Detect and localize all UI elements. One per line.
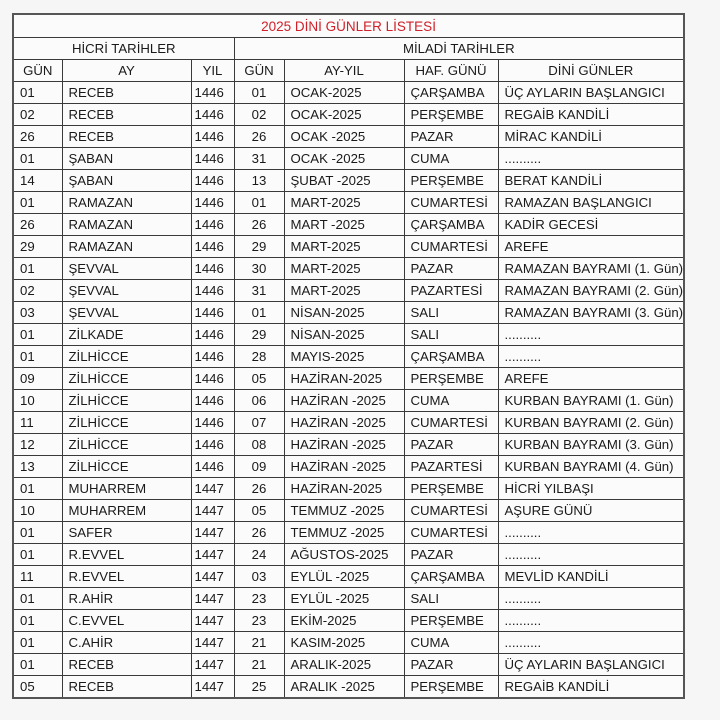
gregorian-day-cell: 05 xyxy=(234,500,284,522)
month-year-cell: EKİM-2025 xyxy=(284,610,404,632)
table-row xyxy=(13,302,684,324)
gregorian-day-cell: 29 xyxy=(234,324,284,346)
weekday-cell: ÇARŞAMBA xyxy=(404,566,498,588)
col-religious-day: DİNİ GÜNLER xyxy=(498,60,684,82)
table-row xyxy=(13,258,684,280)
hijri-year-cell: 1446 xyxy=(191,148,234,170)
hijri-month-cell: C.AHİR xyxy=(62,632,191,654)
religious-day-cell: ÜÇ AYLARIN BAŞLANGICI xyxy=(498,654,684,676)
column-header-row xyxy=(13,60,684,82)
weekday-cell: CUMARTESİ xyxy=(404,522,498,544)
religious-day-cell: RAMAZAN BAYRAMI (1. Gün) xyxy=(498,258,684,280)
month-year-cell: MART-2025 xyxy=(284,258,404,280)
hijri-year-cell: 1446 xyxy=(191,214,234,236)
table-row xyxy=(13,324,684,346)
gregorian-day-cell: 23 xyxy=(234,610,284,632)
month-year-cell: MART-2025 xyxy=(284,192,404,214)
hijri-day-cell: 02 xyxy=(13,280,62,302)
hijri-month-cell: RECEB xyxy=(62,676,191,699)
gregorian-day-cell: 21 xyxy=(234,654,284,676)
month-year-cell: OCAK -2025 xyxy=(284,148,404,170)
religious-day-cell: .......... xyxy=(498,522,684,544)
gregorian-day-cell: 03 xyxy=(234,566,284,588)
weekday-cell: CUMA xyxy=(404,632,498,654)
hijri-year-cell: 1446 xyxy=(191,434,234,456)
hijri-month-cell: ZİLHİCCE xyxy=(62,412,191,434)
hijri-month-cell: ŞEVVAL xyxy=(62,280,191,302)
hijri-month-cell: RECEB xyxy=(62,104,191,126)
table-row xyxy=(13,434,684,456)
weekday-cell: PAZARTESİ xyxy=(404,456,498,478)
weekday-cell: PAZAR xyxy=(404,126,498,148)
gregorian-day-cell: 08 xyxy=(234,434,284,456)
gregorian-day-cell: 25 xyxy=(234,676,284,699)
gregorian-day-cell: 26 xyxy=(234,522,284,544)
gregorian-day-cell: 06 xyxy=(234,390,284,412)
table-row xyxy=(13,654,684,676)
hijri-day-cell: 09 xyxy=(13,368,62,390)
hijri-day-cell: 12 xyxy=(13,434,62,456)
hijri-dates-header: HİCRİ TARİHLER xyxy=(13,38,234,60)
hijri-year-cell: 1446 xyxy=(191,368,234,390)
gregorian-day-cell: 29 xyxy=(234,236,284,258)
table-title: 2025 DİNİ GÜNLER LİSTESİ xyxy=(13,14,684,38)
hijri-day-cell: 26 xyxy=(13,214,62,236)
col-hijri-year: YIL xyxy=(191,60,234,82)
month-year-cell: HAZİRAN-2025 xyxy=(284,478,404,500)
month-year-cell: EYLÜL -2025 xyxy=(284,566,404,588)
month-year-cell: ŞUBAT -2025 xyxy=(284,170,404,192)
hijri-year-cell: 1447 xyxy=(191,676,234,699)
religious-day-cell: BERAT KANDİLİ xyxy=(498,170,684,192)
hijri-day-cell: 01 xyxy=(13,192,62,214)
hijri-month-cell: R.AHİR xyxy=(62,588,191,610)
hijri-year-cell: 1446 xyxy=(191,126,234,148)
hijri-year-cell: 1447 xyxy=(191,478,234,500)
religious-day-cell: AŞURE GÜNÜ xyxy=(498,500,684,522)
hijri-year-cell: 1446 xyxy=(191,346,234,368)
gregorian-day-cell: 05 xyxy=(234,368,284,390)
weekday-cell: PAZAR xyxy=(404,434,498,456)
table-row xyxy=(13,412,684,434)
month-year-cell: HAZİRAN-2025 xyxy=(284,368,404,390)
weekday-cell: CUMARTESİ xyxy=(404,412,498,434)
religious-day-cell: KURBAN BAYRAMI (2. Gün) xyxy=(498,412,684,434)
hijri-month-cell: ZİLHİCCE xyxy=(62,368,191,390)
religious-day-cell: KURBAN BAYRAMI (1. Gün) xyxy=(498,390,684,412)
gregorian-day-cell: 09 xyxy=(234,456,284,478)
col-weekday: HAF. GÜNÜ xyxy=(404,60,498,82)
religious-day-cell: .......... xyxy=(498,324,684,346)
religious-day-cell: .......... xyxy=(498,632,684,654)
hijri-year-cell: 1446 xyxy=(191,192,234,214)
religious-day-cell: HİCRİ YILBAŞI xyxy=(498,478,684,500)
hijri-day-cell: 10 xyxy=(13,500,62,522)
hijri-year-cell: 1447 xyxy=(191,544,234,566)
month-year-cell: HAZİRAN -2025 xyxy=(284,412,404,434)
hijri-day-cell: 10 xyxy=(13,390,62,412)
hijri-day-cell: 01 xyxy=(13,324,62,346)
weekday-cell: PERŞEMBE xyxy=(404,104,498,126)
month-year-cell: MART -2025 xyxy=(284,214,404,236)
weekday-cell: PERŞEMBE xyxy=(404,676,498,699)
hijri-day-cell: 01 xyxy=(13,522,62,544)
religious-day-cell: RAMAZAN BAYRAMI (3. Gün) xyxy=(498,302,684,324)
hijri-year-cell: 1447 xyxy=(191,522,234,544)
weekday-cell: CUMARTESİ xyxy=(404,500,498,522)
table-row xyxy=(13,522,684,544)
hijri-day-cell: 01 xyxy=(13,82,62,104)
gregorian-day-cell: 26 xyxy=(234,478,284,500)
col-hijri-month: AY xyxy=(62,60,191,82)
gregorian-day-cell: 23 xyxy=(234,588,284,610)
gregorian-day-cell: 21 xyxy=(234,632,284,654)
hijri-year-cell: 1446 xyxy=(191,456,234,478)
table-row xyxy=(13,192,684,214)
month-year-cell: MART-2025 xyxy=(284,236,404,258)
gregorian-dates-header: MİLADİ TARİHLER xyxy=(234,38,684,60)
hijri-day-cell: 14 xyxy=(13,170,62,192)
gregorian-day-cell: 01 xyxy=(234,192,284,214)
hijri-day-cell: 11 xyxy=(13,412,62,434)
weekday-cell: PERŞEMBE xyxy=(404,610,498,632)
hijri-year-cell: 1446 xyxy=(191,302,234,324)
hijri-day-cell: 03 xyxy=(13,302,62,324)
month-year-cell: HAZİRAN -2025 xyxy=(284,390,404,412)
hijri-day-cell: 01 xyxy=(13,632,62,654)
table-body xyxy=(13,82,684,699)
hijri-year-cell: 1446 xyxy=(191,280,234,302)
col-hijri-day: GÜN xyxy=(13,60,62,82)
gregorian-day-cell: 01 xyxy=(234,82,284,104)
religious-day-cell: .......... xyxy=(498,346,684,368)
table-row xyxy=(13,148,684,170)
hijri-month-cell: ŞEVVAL xyxy=(62,258,191,280)
hijri-day-cell: 13 xyxy=(13,456,62,478)
hijri-month-cell: ŞEVVAL xyxy=(62,302,191,324)
religious-day-cell: .......... xyxy=(498,544,684,566)
hijri-month-cell: ZİLKADE xyxy=(62,324,191,346)
weekday-cell: PAZARTESİ xyxy=(404,280,498,302)
hijri-month-cell: ŞABAN xyxy=(62,170,191,192)
month-year-cell: KASIM-2025 xyxy=(284,632,404,654)
month-year-cell: ARALIK -2025 xyxy=(284,676,404,699)
hijri-day-cell: 01 xyxy=(13,588,62,610)
month-year-cell: EYLÜL -2025 xyxy=(284,588,404,610)
col-gregorian-day: GÜN xyxy=(234,60,284,82)
hijri-day-cell: 01 xyxy=(13,346,62,368)
religious-day-cell: MİRAC KANDİLİ xyxy=(498,126,684,148)
weekday-cell: PAZAR xyxy=(404,258,498,280)
weekday-cell: PERŞEMBE xyxy=(404,170,498,192)
hijri-year-cell: 1446 xyxy=(191,412,234,434)
hijri-month-cell: ZİLHİCCE xyxy=(62,434,191,456)
religious-day-cell: KURBAN BAYRAMI (4. Gün) xyxy=(498,456,684,478)
table-row xyxy=(13,390,684,412)
religious-day-cell: REGAİB KANDİLİ xyxy=(498,676,684,699)
hijri-month-cell: C.EVVEL xyxy=(62,610,191,632)
month-year-cell: TEMMUZ -2025 xyxy=(284,522,404,544)
month-year-cell: NİSAN-2025 xyxy=(284,302,404,324)
col-month-year: AY-YIL xyxy=(284,60,404,82)
hijri-month-cell: ZİLHİCCE xyxy=(62,346,191,368)
month-year-cell: MAYIS-2025 xyxy=(284,346,404,368)
hijri-year-cell: 1447 xyxy=(191,566,234,588)
hijri-day-cell: 29 xyxy=(13,236,62,258)
hijri-month-cell: RAMAZAN xyxy=(62,192,191,214)
hijri-month-cell: RAMAZAN xyxy=(62,214,191,236)
hijri-day-cell: 02 xyxy=(13,104,62,126)
table-row xyxy=(13,500,684,522)
religious-day-cell: REGAİB KANDİLİ xyxy=(498,104,684,126)
religious-day-cell: ÜÇ AYLARIN BAŞLANGICI xyxy=(498,82,684,104)
hijri-day-cell: 01 xyxy=(13,258,62,280)
hijri-year-cell: 1446 xyxy=(191,324,234,346)
hijri-month-cell: R.EVVEL xyxy=(62,566,191,588)
religious-day-cell: AREFE xyxy=(498,368,684,390)
table-row xyxy=(13,214,684,236)
table-row xyxy=(13,610,684,632)
table-row xyxy=(13,676,684,699)
weekday-cell: PERŞEMBE xyxy=(404,368,498,390)
hijri-day-cell: 01 xyxy=(13,478,62,500)
group-header-row xyxy=(13,38,684,60)
hijri-year-cell: 1447 xyxy=(191,654,234,676)
religious-day-cell: MEVLİD KANDİLİ xyxy=(498,566,684,588)
weekday-cell: CUMARTESİ xyxy=(404,192,498,214)
table-row xyxy=(13,478,684,500)
religious-day-cell: .......... xyxy=(498,610,684,632)
table-row xyxy=(13,280,684,302)
hijri-month-cell: RECEB xyxy=(62,126,191,148)
gregorian-day-cell: 30 xyxy=(234,258,284,280)
hijri-year-cell: 1447 xyxy=(191,588,234,610)
weekday-cell: PERŞEMBE xyxy=(404,478,498,500)
hijri-month-cell: MUHARREM xyxy=(62,500,191,522)
weekday-cell: ÇARŞAMBA xyxy=(404,214,498,236)
hijri-day-cell: 01 xyxy=(13,610,62,632)
table-row xyxy=(13,632,684,654)
weekday-cell: SALI xyxy=(404,302,498,324)
hijri-year-cell: 1446 xyxy=(191,82,234,104)
weekday-cell: SALI xyxy=(404,588,498,610)
religious-day-cell: RAMAZAN BAYRAMI (2. Gün) xyxy=(498,280,684,302)
gregorian-day-cell: 26 xyxy=(234,126,284,148)
weekday-cell: ÇARŞAMBA xyxy=(404,346,498,368)
hijri-day-cell: 11 xyxy=(13,566,62,588)
weekday-cell: CUMA xyxy=(404,390,498,412)
gregorian-day-cell: 13 xyxy=(234,170,284,192)
religious-day-cell: KADİR GECESİ xyxy=(498,214,684,236)
religious-day-cell: .......... xyxy=(498,588,684,610)
month-year-cell: HAZİRAN -2025 xyxy=(284,456,404,478)
weekday-cell: CUMA xyxy=(404,148,498,170)
gregorian-day-cell: 31 xyxy=(234,148,284,170)
table-row xyxy=(13,104,684,126)
gregorian-day-cell: 31 xyxy=(234,280,284,302)
table-row xyxy=(13,82,684,104)
gregorian-day-cell: 01 xyxy=(234,302,284,324)
table-row xyxy=(13,126,684,148)
table-row xyxy=(13,346,684,368)
month-year-cell: OCAK -2025 xyxy=(284,126,404,148)
religious-day-cell: AREFE xyxy=(498,236,684,258)
weekday-cell: PAZAR xyxy=(404,654,498,676)
table-row xyxy=(13,544,684,566)
gregorian-day-cell: 02 xyxy=(234,104,284,126)
hijri-day-cell: 01 xyxy=(13,544,62,566)
month-year-cell: HAZİRAN -2025 xyxy=(284,434,404,456)
weekday-cell: PAZAR xyxy=(404,544,498,566)
hijri-day-cell: 01 xyxy=(13,654,62,676)
title-row xyxy=(13,14,684,38)
hijri-month-cell: ŞABAN xyxy=(62,148,191,170)
gregorian-day-cell: 26 xyxy=(234,214,284,236)
hijri-day-cell: 26 xyxy=(13,126,62,148)
weekday-cell: CUMARTESİ xyxy=(404,236,498,258)
hijri-day-cell: 01 xyxy=(13,148,62,170)
hijri-month-cell: ZİLHİCCE xyxy=(62,390,191,412)
gregorian-day-cell: 07 xyxy=(234,412,284,434)
table-row xyxy=(13,236,684,258)
religious-day-cell: .......... xyxy=(498,148,684,170)
table-row xyxy=(13,170,684,192)
weekday-cell: SALI xyxy=(404,324,498,346)
hijri-year-cell: 1447 xyxy=(191,632,234,654)
table-row xyxy=(13,456,684,478)
hijri-month-cell: SAFER xyxy=(62,522,191,544)
month-year-cell: ARALIK-2025 xyxy=(284,654,404,676)
gregorian-day-cell: 24 xyxy=(234,544,284,566)
month-year-cell: AĞUSTOS-2025 xyxy=(284,544,404,566)
month-year-cell: NİSAN-2025 xyxy=(284,324,404,346)
table-row xyxy=(13,368,684,390)
religious-days-table xyxy=(12,13,685,699)
hijri-year-cell: 1447 xyxy=(191,610,234,632)
weekday-cell: ÇARŞAMBA xyxy=(404,82,498,104)
month-year-cell: TEMMUZ -2025 xyxy=(284,500,404,522)
hijri-year-cell: 1446 xyxy=(191,236,234,258)
gregorian-day-cell: 28 xyxy=(234,346,284,368)
religious-day-cell: RAMAZAN BAŞLANGICI xyxy=(498,192,684,214)
hijri-year-cell: 1446 xyxy=(191,170,234,192)
table-row xyxy=(13,588,684,610)
hijri-year-cell: 1447 xyxy=(191,500,234,522)
hijri-year-cell: 1446 xyxy=(191,258,234,280)
month-year-cell: MART-2025 xyxy=(284,280,404,302)
hijri-month-cell: RECEB xyxy=(62,654,191,676)
hijri-year-cell: 1446 xyxy=(191,390,234,412)
religious-day-cell: KURBAN BAYRAMI (3. Gün) xyxy=(498,434,684,456)
hijri-month-cell: MUHARREM xyxy=(62,478,191,500)
month-year-cell: OCAK-2025 xyxy=(284,82,404,104)
hijri-month-cell: R.EVVEL xyxy=(62,544,191,566)
hijri-day-cell: 05 xyxy=(13,676,62,699)
table-row xyxy=(13,566,684,588)
hijri-month-cell: RECEB xyxy=(62,82,191,104)
hijri-month-cell: ZİLHİCCE xyxy=(62,456,191,478)
month-year-cell: OCAK-2025 xyxy=(284,104,404,126)
hijri-year-cell: 1446 xyxy=(191,104,234,126)
hijri-month-cell: RAMAZAN xyxy=(62,236,191,258)
